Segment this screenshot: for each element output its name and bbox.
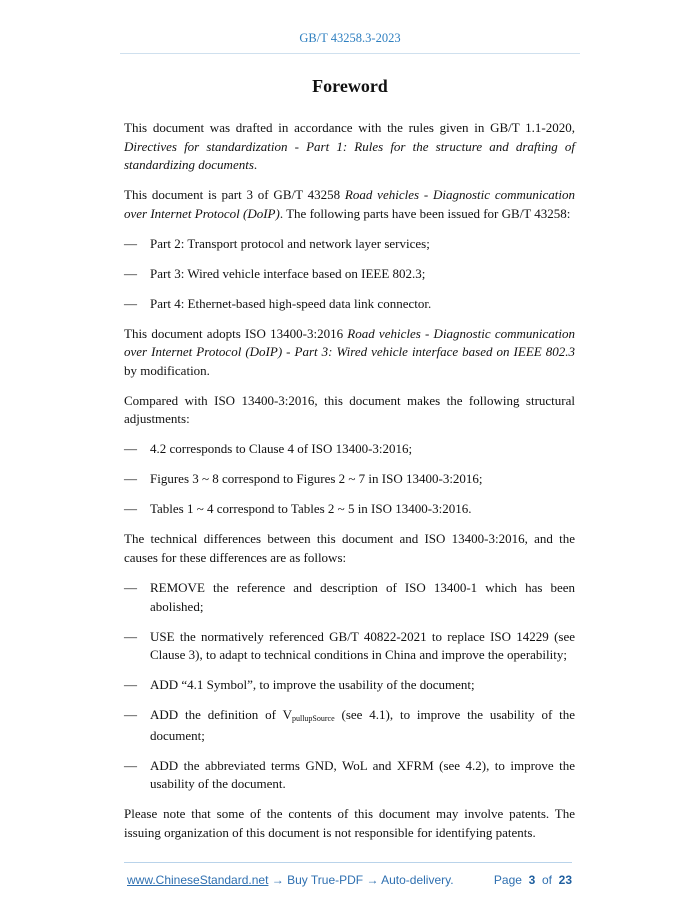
list-item <box>124 579 575 616</box>
footer-text: → Buy True-PDF → Auto-delivery. <box>268 873 454 888</box>
list-item <box>124 235 575 254</box>
document-body <box>124 119 575 842</box>
list-text: REMOVE the reference and description of ISO 13400-1 which has been abolished; <box>150 579 575 614</box>
page-title: Foreword <box>312 76 388 96</box>
dash: — <box>124 235 137 251</box>
dash: — <box>124 579 137 595</box>
list-item <box>124 757 575 794</box>
page-label: Page <box>493 873 522 888</box>
paragraph <box>124 119 575 175</box>
dash: — <box>124 265 137 281</box>
header-divider <box>120 53 580 54</box>
current-page: 3 <box>528 873 536 888</box>
dash: — <box>124 471 137 487</box>
dash: — <box>124 501 137 517</box>
list-text: Part 3: Wired vehicle interface based on IEEE 802.3; <box>150 265 426 281</box>
text: by modification. <box>124 362 210 378</box>
list-item <box>124 440 575 459</box>
footer-divider <box>124 862 572 863</box>
list-item <box>124 295 575 314</box>
website-link[interactable]: www.ChineseStandard.net <box>127 873 269 888</box>
paragraph: The technical differences between this document and ISO 13400-3:2016, and the causes for these differences are as follows: <box>124 531 575 565</box>
text: . <box>253 157 258 173</box>
page-number <box>494 872 572 888</box>
list-item <box>124 470 575 489</box>
list-text: Figures 3 ~ 8 correspond to Figures 2 ~ 7 in ISO 13400-3:2016; <box>150 471 483 487</box>
subscript: pullupSource <box>291 714 335 724</box>
list-text: Tables 1 ~ 4 correspond to Tables 2 ~ 5 in ISO 13400-3:2016. <box>150 501 472 517</box>
running-header: GB/T 43258.3-2023 <box>299 31 401 45</box>
dash: — <box>124 295 137 311</box>
text: This document is part 3 of GB/T 43258 <box>124 187 345 203</box>
dash: — <box>124 757 137 773</box>
total-pages: 23 <box>558 873 572 888</box>
paragraph <box>124 325 575 381</box>
list-text: ADD the abbreviated terms GND, WoL and XFRM (see 4.2), to improve the usability of the document. <box>150 757 575 792</box>
list-text: Part 4: Ethernet-based high-speed data link connector. <box>150 295 432 311</box>
dash: — <box>124 441 137 457</box>
paragraph: Please note that some of the contents of this document may involve patents. The issuing organization of this document is not responsible for identifying patents. <box>124 806 575 840</box>
list-item <box>124 628 575 665</box>
list-text: USE the normatively referenced GB/T 40822-2021 to replace ISO 14229 (see Clause 3), to adapt to technical conditions in China and improve the operability; <box>150 628 575 663</box>
list-text: 4.2 corresponds to Clause 4 of ISO 13400-3:2016; <box>150 441 413 457</box>
list-text: Part 2: Transport protocol and network layer services; <box>150 235 430 251</box>
footer-promo <box>127 872 454 888</box>
list-item <box>124 676 575 695</box>
dash: — <box>124 628 137 644</box>
list-item <box>124 706 575 745</box>
list-text <box>150 706 575 745</box>
dash: — <box>124 707 137 723</box>
list-item <box>124 500 575 519</box>
text: (see 4.1), to improve the usability of the document; <box>150 707 576 743</box>
italic-title: Directives for standardization - Part 1: Rules for the structure and drafting of standardizing documents <box>124 138 575 173</box>
paragraph: Compared with ISO 13400-3:2016, this document makes the following structural adjustments: <box>124 392 575 427</box>
list-text: ADD “4.1 Symbol”, to improve the usability of the document; <box>150 677 475 693</box>
dash: — <box>124 677 137 693</box>
italic-title: Road vehicles - Diagnostic communication over Internet Protocol (DoIP) <box>124 187 575 221</box>
italic-title: Road vehicles - Diagnostic communication over Internet Protocol (DoIP) - Part 3: Wired vehicle interface based on IEEE 802.3 <box>124 325 575 360</box>
paragraph <box>124 186 575 223</box>
text: This document was drafted in accordance with the rules given in GB/T 1.1-2020, <box>124 120 575 135</box>
text: . The following parts have been issued for GB/T 43258: <box>279 205 571 221</box>
text: ADD the definition of V <box>150 707 292 723</box>
text: This document adopts ISO 13400-3:2016 <box>124 325 348 341</box>
list-item <box>124 265 575 284</box>
of-label: of <box>541 873 552 888</box>
page-footer <box>127 872 572 888</box>
